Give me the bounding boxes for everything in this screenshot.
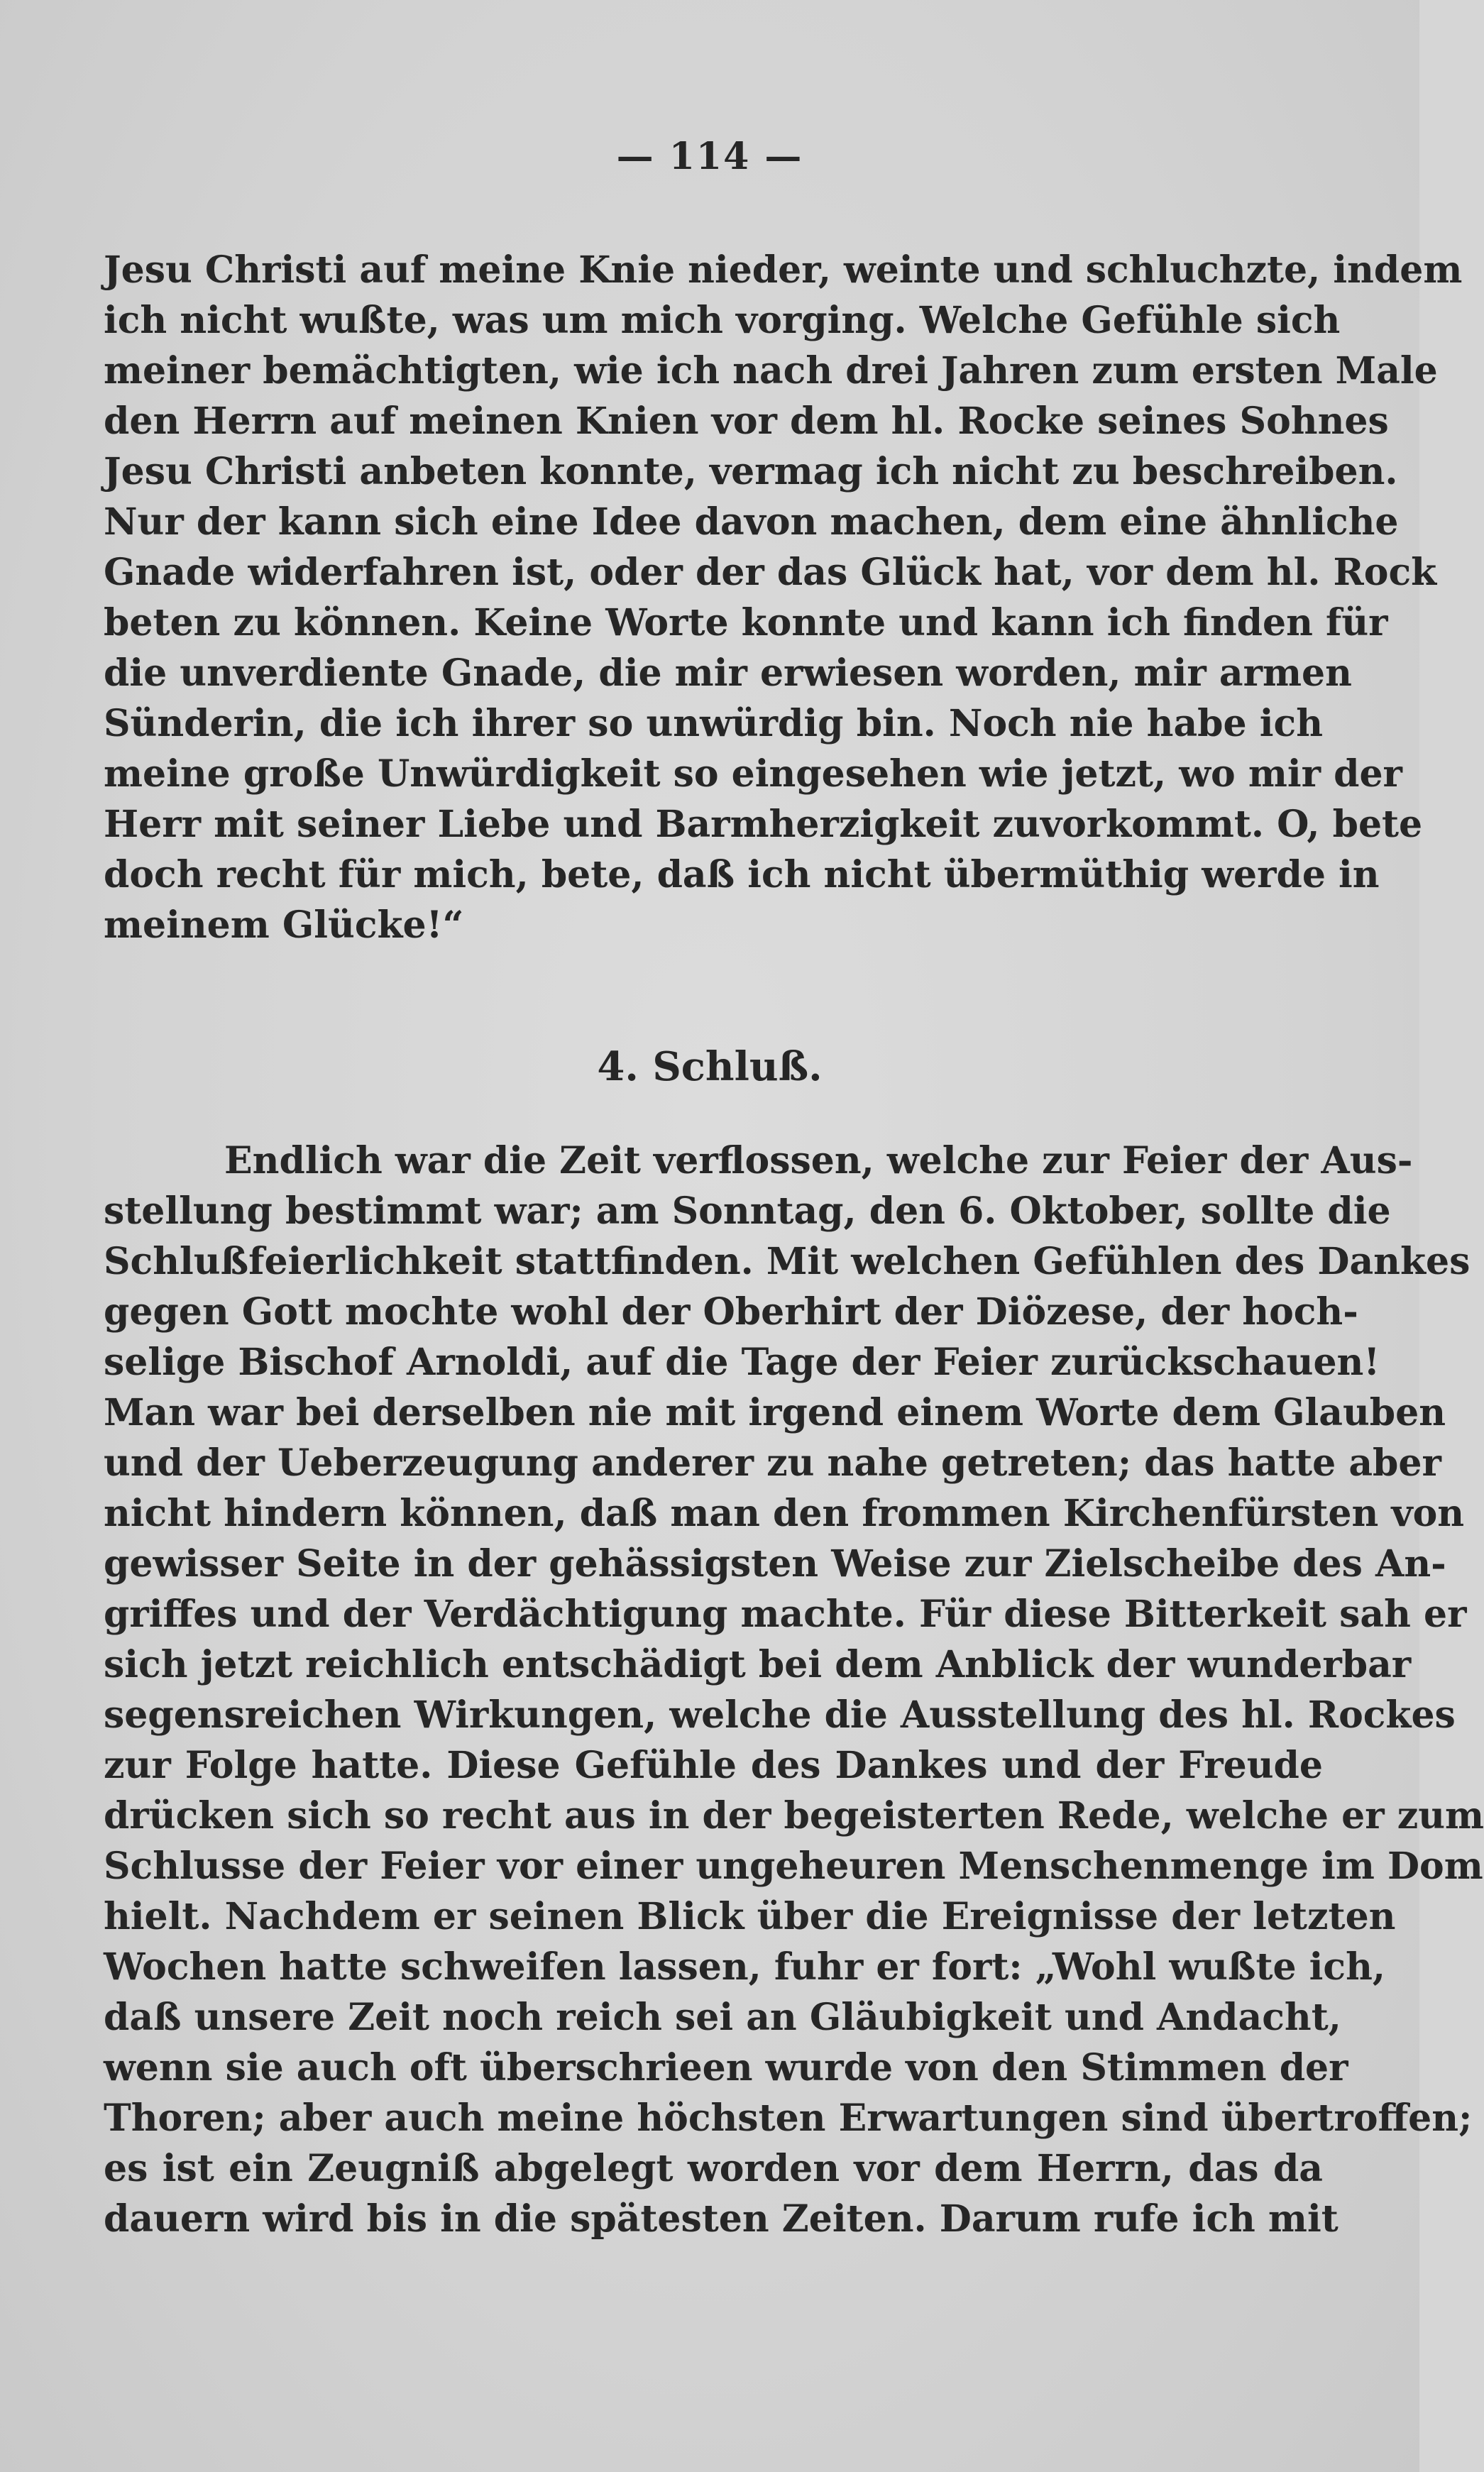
text-line: wenn sie auch oft überschrieen wurde von den Stimmen der (104, 2046, 1348, 2089)
text-line: meinem Glücke!“ (104, 903, 464, 947)
text-line: nicht hindern können, daß man den frommen Kirchenfürsten von (104, 1492, 1465, 1535)
text-line: hielt. Nachdem er seinen Blick über die Ereignisse der letzten (104, 1895, 1396, 1938)
text-line: ich nicht wußte, was um mich vorging. Welche Gefühle sich (104, 299, 1341, 342)
text-line: gewisser Seite in der gehässigsten Weise zur Zielscheibe des An- (104, 1542, 1446, 1586)
section-heading: 4. Schluß. (597, 1043, 823, 1090)
text-line: Wochen hatte schweifen lassen, fuhr er fort: „Wohl wußte ich, (104, 1945, 1385, 1989)
text-line: die unverdiente Gnade, die mir erwiesen worden, mir armen (104, 652, 1352, 695)
text-line: selige Bischof Arnoldi, auf die Tage der Feier zurückschauen! (104, 1341, 1380, 1384)
text-line: stellung bestimmt war; am Sonntag, den 6. Oktober, sollte die (104, 1190, 1391, 1233)
text-line: Schlußfeierlichkeit stattfinden. Mit welchen Gefühlen des Dankes (104, 1240, 1471, 1283)
text-line: es ist ein Zeugniß abgelegt worden vor dem Herrn, das da (104, 2147, 1323, 2190)
paragraph-letter-quote (104, 245, 1463, 950)
text-line: den Herrn auf meinen Knien vor dem hl. Rocke seines Sohnes (104, 400, 1389, 443)
text-line: Man war bei derselben nie mit irgend einem Worte dem Glauben (104, 1391, 1446, 1434)
text-line: dauern wird bis in die spätesten Zeiten. Darum rufe ich mit (104, 2197, 1339, 2241)
paragraph-conclusion (104, 1136, 1484, 2244)
text-line: daß unsere Zeit noch reich sei an Gläubigkeit und Andacht, (104, 1996, 1341, 2039)
text-line: beten zu können. Keine Worte konnte und kann ich finden für (104, 601, 1388, 644)
text-line: griffes und der Verdächtigung machte. Für diese Bitterkeit sah er (104, 1593, 1467, 1636)
text-line: meiner bemächtigten, wie ich nach drei Jahren zum ersten Male (104, 349, 1438, 392)
text-line: Gnade widerfahren ist, oder der das Glück hat, vor dem hl. Rock (104, 551, 1437, 594)
text-line: Jesu Christi auf meine Knie nieder, weinte und schluchzte, indem (104, 248, 1463, 292)
text-line: und der Ueberzeugung anderer zu nahe getreten; das hatte aber (104, 1441, 1441, 1485)
text-line: gegen Gott mochte wohl der Oberhirt der Diözese, der hoch- (104, 1290, 1358, 1334)
text-line: doch recht für mich, bete, daß ich nicht übermüthig werde in (104, 853, 1380, 896)
text-line: meine große Unwürdigkeit so eingesehen wie jetzt, wo mir der (104, 752, 1402, 796)
text-line: Nur der kann sich eine Idee davon machen, dem eine ähnliche (104, 500, 1399, 544)
text-line: Thoren; aber auch meine höchsten Erwartungen sind übertroffen; (104, 2097, 1473, 2140)
text-line: drücken sich so recht aus in der begeisterten Rede, welche er zum (104, 1794, 1484, 1837)
text-line: Sünderin, die ich ihrer so unwürdig bin. Noch nie habe ich (104, 702, 1323, 745)
text-line: zur Folge hatte. Diese Gefühle des Dankes und der Freude (104, 1744, 1323, 1787)
text-line: sich jetzt reichlich entschädigt bei dem Anblick der wunderbar (104, 1643, 1412, 1686)
text-line: Jesu Christi anbeten konnte, vermag ich nicht zu beschreiben. (104, 450, 1398, 493)
text-line: segensreichen Wirkungen, welche die Ausstellung des hl. Rockes (104, 1693, 1456, 1737)
text-line: Endlich war die Zeit verflossen, welche zur Feier der Aus- (224, 1139, 1413, 1182)
page-number: — 114 — (616, 135, 803, 178)
text-line: Schlusse der Feier vor einer ungeheuren Menschenmenge im Dom (104, 1845, 1483, 1888)
text-line: Herr mit seiner Liebe und Barmherzigkeit zuvorkommt. O, bete (104, 803, 1423, 846)
